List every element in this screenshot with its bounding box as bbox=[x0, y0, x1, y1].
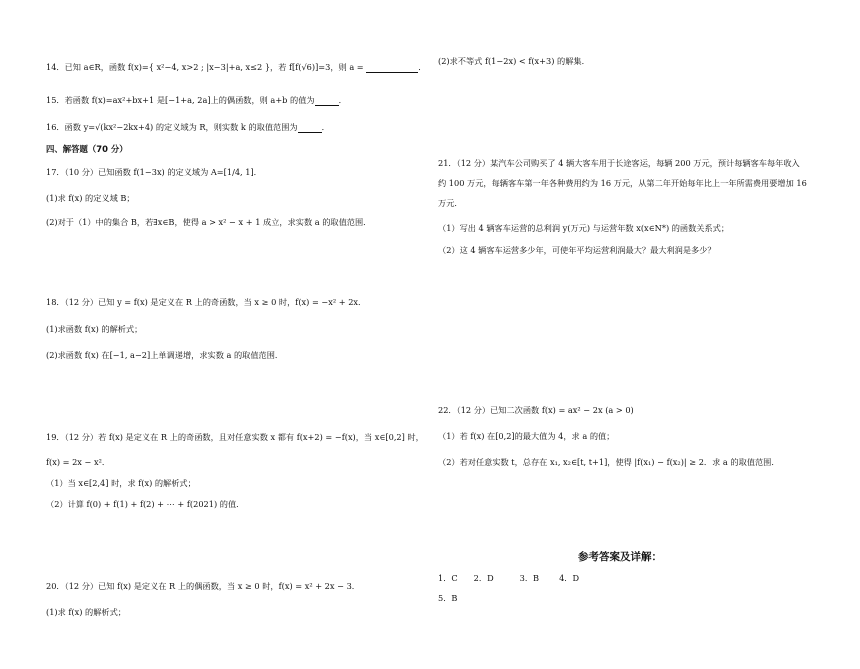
question-22-part-2: （2）若对任意实数 t，总存在 x₁, x₂∈[t, t+1]，使得 |f(x₁) − f(x₂)| ≥ 2．求 a 的取值范围． bbox=[438, 457, 780, 467]
question-19-continued: f(x) = 2x − x²． bbox=[46, 457, 111, 467]
question-15-text: 15．若函数 f(x)=ax²+bx+1 是[−1+a, 2a]上的偶函数，则 a+b 的值为 bbox=[46, 95, 315, 105]
question-21-part-2: （2）这 4 辆客车运营多少年，可使年平均运营利润最大？最大利润是多少？ bbox=[438, 245, 716, 255]
answer-blank-15 bbox=[315, 96, 339, 106]
question-20: 20．（12 分）已知 f(x) 是定义在 R 上的偶函数，当 x ≥ 0 时，f(x) = x² + 2x − 3． bbox=[46, 581, 360, 591]
section-heading: 四、解答题（70 分） bbox=[46, 144, 128, 154]
question-22: 22．（12 分）已知二次函数 f(x) = ax² − 2x (a > 0) bbox=[438, 405, 634, 415]
question-21-line-3: 万元． bbox=[438, 198, 463, 208]
question-19-part-2: （2）计算 f(0) + f(1) + f(2) + ⋯ + f(2021) 的值． bbox=[46, 499, 245, 509]
question-14-text: 14．已知 a∈R，函数 f(x)={ x²−4, x>2 ; |x−3|+a, x≤2 }，若 f[f(√6)]=3，则 a = bbox=[46, 62, 364, 72]
question-21-line-2: 约 100 万元，每辆客车第一年各种费用约为 16 万元，从第二年开始每年比上一年所需费用要增加 16 bbox=[438, 178, 807, 188]
answer-3: 3．B bbox=[519, 573, 540, 583]
question-15: 15．若函数 f(x)=ax²+bx+1 是[−1+a, 2a]上的偶函数，则 a+b 的值为 ． bbox=[46, 95, 347, 105]
question-19-part-1: （1）当 x∈[2,4] 时，求 f(x) 的解析式； bbox=[46, 478, 196, 488]
answer-blank-14 bbox=[366, 63, 418, 73]
question-22-part-1: （1）若 f(x) 在[0,2]的最大值为 4，求 a 的值； bbox=[438, 431, 615, 441]
question-16-text: 16．函数 y=√(kx²−2kx+4) 的定义域为 R，则实数 k 的取值范围为 bbox=[46, 122, 298, 132]
question-19: 19．（12 分）若 f(x) 是定义在 R 上的奇函数，且对任意实数 x 都有 f(x+2) = −f(x)，当 x∈[0,2] 时， bbox=[46, 432, 424, 442]
answer-4: 4．D bbox=[559, 573, 580, 583]
answers-title: 参考答案及详解： bbox=[578, 551, 662, 563]
question-18: 18．（12 分）已知 y = f(x) 是定义在 R 上的奇函数，当 x ≥ 0 时，f(x) = −x² + 2x． bbox=[46, 297, 367, 307]
question-20-part-2: (2)求不等式 f(1−2x) < f(x+3) 的解集． bbox=[438, 56, 590, 66]
answer-2: 2．D bbox=[473, 573, 494, 583]
question-21-part-1: （1）写出 4 辆客车运营的总利润 y(万元) 与运营年数 x(x∈N*) 的函数关系式； bbox=[438, 223, 730, 233]
question-17-part-2: (2)对于（1）中的集合 B，若∃x∈B，使得 a > x² − x + 1 成立，求实数 a 的取值范围． bbox=[46, 217, 372, 227]
question-17: 17．（10 分）已知函数 f(1−3x) 的定义域为 A=[1/4, 1]． bbox=[46, 167, 262, 177]
question-18-part-2: (2)求函数 f(x) 在[−1, a−2]上单调递增，求实数 a 的取值范围． bbox=[46, 350, 284, 360]
question-17-part-1: (1)求 f(x) 的定义域 B； bbox=[46, 193, 135, 203]
answers-row-1 bbox=[438, 573, 595, 584]
question-18-part-1: (1)求函数 f(x) 的解析式； bbox=[46, 324, 143, 334]
question-16: 16．函数 y=√(kx²−2kx+4) 的定义域为 R，则实数 k 的取值范围为 ． bbox=[46, 122, 330, 132]
answer-blank-16 bbox=[298, 123, 322, 133]
question-14: 14．已知 a∈R，函数 f(x)={ x²−4, x>2 ; |x−3|+a, x≤2 }，若 f[f(√6)]=3，则 a = ． bbox=[46, 62, 427, 72]
answer-1: 1．C bbox=[438, 573, 458, 583]
question-21: 21．（12 分）某汽车公司购买了 4 辆大客车用于长途客运，每辆 200 万元，预计每辆客车每年收入 bbox=[438, 158, 800, 168]
question-20-part-1: (1)求 f(x) 的解析式； bbox=[46, 607, 126, 617]
answers-row-2: 5．B bbox=[438, 593, 458, 603]
